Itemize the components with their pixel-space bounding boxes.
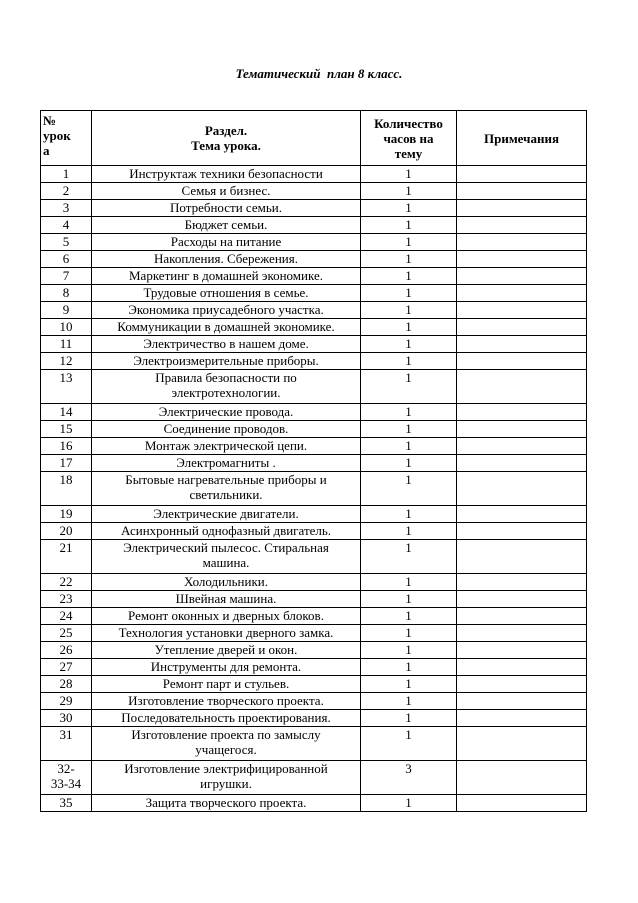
lesson-hours-cell: 1 <box>361 217 457 234</box>
lesson-hours-cell: 1 <box>361 625 457 642</box>
lesson-number-cell: 15 <box>41 421 92 438</box>
lesson-notes-cell <box>457 591 587 608</box>
table-row <box>41 268 587 285</box>
table-row <box>41 506 587 523</box>
lesson-hours-cell: 1 <box>361 506 457 523</box>
lesson-notes-cell <box>457 727 587 761</box>
header-notes: Примечания <box>457 111 587 166</box>
lesson-number-cell: 26 <box>41 642 92 659</box>
lesson-topic-cell: Защита творческого проекта. <box>92 795 361 812</box>
lesson-notes-cell <box>457 710 587 727</box>
lesson-topic-cell: Расходы на питание <box>92 234 361 251</box>
table-row <box>41 472 587 506</box>
lesson-notes-cell <box>457 370 587 404</box>
lesson-notes-cell <box>457 574 587 591</box>
lesson-notes-cell <box>457 251 587 268</box>
table-row <box>41 421 587 438</box>
lesson-number-cell: 27 <box>41 659 92 676</box>
lesson-notes-cell <box>457 166 587 183</box>
lesson-notes-cell <box>457 438 587 455</box>
table-row <box>41 574 587 591</box>
lesson-topic-cell: Электрический пылесос. Стиральная машина. <box>92 540 361 574</box>
lesson-notes-cell <box>457 676 587 693</box>
table-row <box>41 608 587 625</box>
lesson-hours-cell: 1 <box>361 302 457 319</box>
lesson-topic-cell: Асинхронный однофазный двигатель. <box>92 523 361 540</box>
lesson-number-cell: 9 <box>41 302 92 319</box>
lesson-notes-cell <box>457 268 587 285</box>
lesson-topic-cell: Правила безопасности по электротехнологии. <box>92 370 361 404</box>
lesson-hours-cell: 1 <box>361 540 457 574</box>
lesson-notes-cell <box>457 319 587 336</box>
table-row <box>41 217 587 234</box>
lesson-notes-cell <box>457 761 587 795</box>
lesson-notes-cell <box>457 659 587 676</box>
lesson-hours-cell: 1 <box>361 404 457 421</box>
lesson-topic-cell: Электричество в нашем доме. <box>92 336 361 353</box>
table-row <box>41 761 587 795</box>
lesson-notes-cell <box>457 353 587 370</box>
table-row <box>41 523 587 540</box>
table-row <box>41 302 587 319</box>
lesson-hours-cell: 1 <box>361 319 457 336</box>
table-row <box>41 727 587 761</box>
lesson-number-cell: 10 <box>41 319 92 336</box>
lesson-hours-cell: 1 <box>361 727 457 761</box>
lesson-notes-cell <box>457 642 587 659</box>
table-row <box>41 676 587 693</box>
lesson-hours-cell: 1 <box>361 472 457 506</box>
table-body <box>41 166 587 812</box>
lesson-topic-cell: Накопления. Сбережения. <box>92 251 361 268</box>
lesson-number-cell: 32- 33-34 <box>41 761 92 795</box>
lesson-hours-cell: 1 <box>361 523 457 540</box>
lesson-number-cell: 20 <box>41 523 92 540</box>
lesson-number-cell: 18 <box>41 472 92 506</box>
lesson-topic-cell: Маркетинг в домашней экономике. <box>92 268 361 285</box>
lesson-hours-cell: 1 <box>361 642 457 659</box>
lesson-number-cell: 5 <box>41 234 92 251</box>
lesson-topic-cell: Электромагниты . <box>92 455 361 472</box>
lesson-hours-cell: 3 <box>361 761 457 795</box>
lesson-topic-cell: Изготовление творческого проекта. <box>92 693 361 710</box>
lesson-topic-cell: Электрические двигатели. <box>92 506 361 523</box>
lesson-notes-cell <box>457 404 587 421</box>
lesson-number-cell: 29 <box>41 693 92 710</box>
lesson-number-cell: 24 <box>41 608 92 625</box>
lesson-topic-cell: Ремонт оконных и дверных блоков. <box>92 608 361 625</box>
lesson-hours-cell: 1 <box>361 200 457 217</box>
lesson-hours-cell: 1 <box>361 336 457 353</box>
lesson-notes-cell <box>457 234 587 251</box>
lesson-number-cell: 17 <box>41 455 92 472</box>
lesson-hours-cell: 1 <box>361 166 457 183</box>
lesson-notes-cell <box>457 540 587 574</box>
lesson-topic-cell: Изготовление электрифицированной игрушки. <box>92 761 361 795</box>
lesson-number-cell: 11 <box>41 336 92 353</box>
lesson-topic-cell: Потребности семьи. <box>92 200 361 217</box>
lesson-hours-cell: 1 <box>361 591 457 608</box>
lesson-topic-cell: Экономика приусадебного участка. <box>92 302 361 319</box>
lesson-number-cell: 4 <box>41 217 92 234</box>
lesson-notes-cell <box>457 217 587 234</box>
lesson-number-cell: 8 <box>41 285 92 302</box>
lesson-number-cell: 16 <box>41 438 92 455</box>
table-row <box>41 795 587 812</box>
table-row <box>41 353 587 370</box>
table-row <box>41 659 587 676</box>
thematic-plan-table <box>40 110 587 812</box>
lesson-number-cell: 28 <box>41 676 92 693</box>
lesson-hours-cell: 1 <box>361 710 457 727</box>
lesson-topic-cell: Последовательность проектирования. <box>92 710 361 727</box>
lesson-notes-cell <box>457 506 587 523</box>
table-row <box>41 336 587 353</box>
table-row <box>41 642 587 659</box>
lesson-hours-cell: 1 <box>361 693 457 710</box>
table-row <box>41 540 587 574</box>
table-row <box>41 319 587 336</box>
table-header-row <box>41 111 587 166</box>
lesson-topic-cell: Бюджет семьи. <box>92 217 361 234</box>
lesson-number-cell: 35 <box>41 795 92 812</box>
lesson-hours-cell: 1 <box>361 183 457 200</box>
lesson-number-cell: 2 <box>41 183 92 200</box>
table-row <box>41 710 587 727</box>
lesson-number-cell: 21 <box>41 540 92 574</box>
table-row <box>41 404 587 421</box>
lesson-hours-cell: 1 <box>361 268 457 285</box>
table-row <box>41 183 587 200</box>
lesson-hours-cell: 1 <box>361 285 457 302</box>
lesson-notes-cell <box>457 608 587 625</box>
lesson-topic-cell: Инструменты для ремонта. <box>92 659 361 676</box>
lesson-topic-cell: Утепление дверей и окон. <box>92 642 361 659</box>
lesson-hours-cell: 1 <box>361 795 457 812</box>
lesson-topic-cell: Технология установки дверного замка. <box>92 625 361 642</box>
document-title: Тематический план 8 класс. <box>235 66 403 81</box>
lesson-topic-cell: Холодильники. <box>92 574 361 591</box>
lesson-topic-cell: Монтаж электрической цепи. <box>92 438 361 455</box>
lesson-notes-cell <box>457 472 587 506</box>
lesson-number-cell: 3 <box>41 200 92 217</box>
header-topic: Раздел. Тема урока. <box>92 111 361 166</box>
lesson-number-cell: 23 <box>41 591 92 608</box>
lesson-number-cell: 1 <box>41 166 92 183</box>
lesson-topic-cell: Изготовление проекта по замыслу учащегося. <box>92 727 361 761</box>
lesson-notes-cell <box>457 455 587 472</box>
lesson-topic-cell: Швейная машина. <box>92 591 361 608</box>
lesson-number-cell: 13 <box>41 370 92 404</box>
table-row <box>41 285 587 302</box>
lesson-hours-cell: 1 <box>361 659 457 676</box>
lesson-notes-cell <box>457 302 587 319</box>
lesson-topic-cell: Электрические провода. <box>92 404 361 421</box>
lesson-number-cell: 22 <box>41 574 92 591</box>
lesson-number-cell: 30 <box>41 710 92 727</box>
lesson-hours-cell: 1 <box>361 251 457 268</box>
table-row <box>41 234 587 251</box>
table-row <box>41 200 587 217</box>
table-row <box>41 438 587 455</box>
header-lesson-number: № урок а <box>41 111 92 166</box>
lesson-notes-cell <box>457 625 587 642</box>
lesson-hours-cell: 1 <box>361 421 457 438</box>
lesson-hours-cell: 1 <box>361 353 457 370</box>
lesson-notes-cell <box>457 693 587 710</box>
lesson-number-cell: 14 <box>41 404 92 421</box>
table-row <box>41 591 587 608</box>
lesson-topic-cell: Коммуникации в домашней экономике. <box>92 319 361 336</box>
lesson-hours-cell: 1 <box>361 438 457 455</box>
lesson-notes-cell <box>457 421 587 438</box>
lesson-hours-cell: 1 <box>361 574 457 591</box>
lesson-number-cell: 7 <box>41 268 92 285</box>
lesson-notes-cell <box>457 183 587 200</box>
lesson-number-cell: 12 <box>41 353 92 370</box>
table-row <box>41 693 587 710</box>
lesson-hours-cell: 1 <box>361 608 457 625</box>
lesson-topic-cell: Бытовые нагревательные приборы и светильники. <box>92 472 361 506</box>
table-row <box>41 251 587 268</box>
lesson-topic-cell: Инструктаж техники безопасности <box>92 166 361 183</box>
lesson-number-cell: 25 <box>41 625 92 642</box>
lesson-notes-cell <box>457 285 587 302</box>
lesson-topic-cell: Трудовые отношения в семье. <box>92 285 361 302</box>
lesson-topic-cell: Соединение проводов. <box>92 421 361 438</box>
lesson-number-cell: 19 <box>41 506 92 523</box>
lesson-topic-cell: Ремонт парт и стульев. <box>92 676 361 693</box>
table-row <box>41 166 587 183</box>
lesson-topic-cell: Электроизмерительные приборы. <box>92 353 361 370</box>
lesson-number-cell: 31 <box>41 727 92 761</box>
header-hours: Количество часов на тему <box>361 111 457 166</box>
table-row <box>41 625 587 642</box>
lesson-hours-cell: 1 <box>361 455 457 472</box>
lesson-notes-cell <box>457 795 587 812</box>
lesson-hours-cell: 1 <box>361 676 457 693</box>
table-row <box>41 370 587 404</box>
lesson-topic-cell: Семья и бизнес. <box>92 183 361 200</box>
table-row <box>41 455 587 472</box>
lesson-hours-cell: 1 <box>361 370 457 404</box>
lesson-hours-cell: 1 <box>361 234 457 251</box>
lesson-number-cell: 6 <box>41 251 92 268</box>
lesson-notes-cell <box>457 336 587 353</box>
lesson-notes-cell <box>457 200 587 217</box>
lesson-notes-cell <box>457 523 587 540</box>
